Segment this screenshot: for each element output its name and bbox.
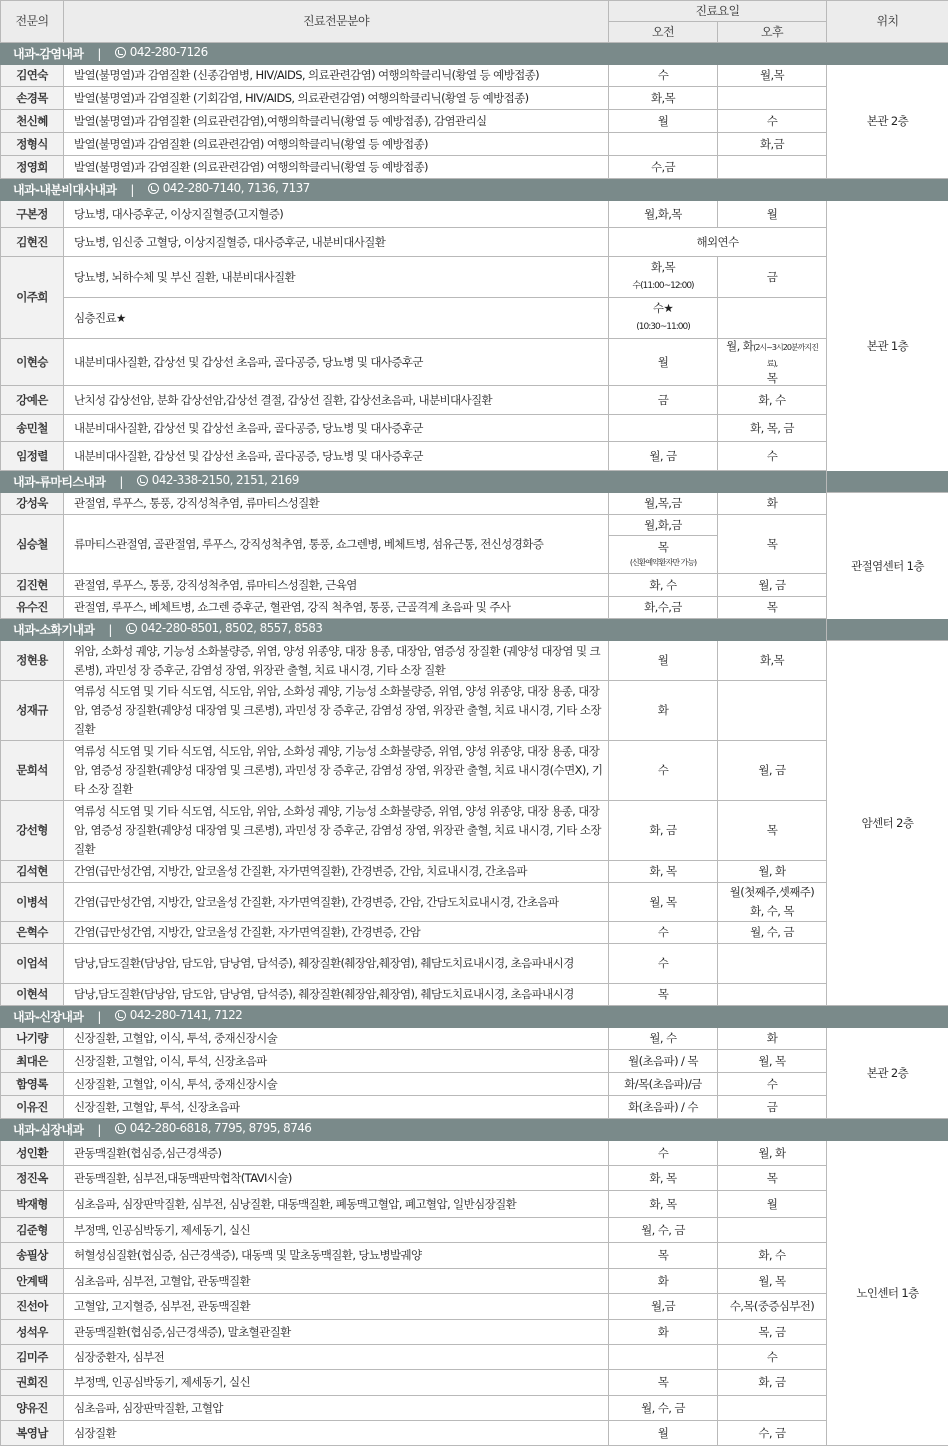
table-row xyxy=(1,861,948,883)
table-row xyxy=(1,883,948,922)
table-row xyxy=(1,133,948,156)
specialty-field: 관동맥질환(협심증,심근경색증) xyxy=(64,1141,609,1166)
am-days: 월, 목 xyxy=(609,883,718,922)
am-days: 월, 수, 금 xyxy=(609,1396,718,1421)
section-separator: | xyxy=(97,1010,100,1024)
table-row xyxy=(1,1191,948,1218)
doctor-name: 함영록 xyxy=(1,1073,64,1096)
specialty-field: 내분비대사질환, 갑상선 및 갑상선 초음파, 골다공증, 당뇨병 및 대사증후군 xyxy=(64,339,609,386)
doctor-name: 유수진 xyxy=(1,597,64,619)
doctor-name: 최대은 xyxy=(1,1050,64,1073)
pm-days: 화, 금 xyxy=(718,1370,827,1396)
specialty-field: 관절염, 루푸스, 통풍, 강직성척추염, 류마티스성질환, 근육염 xyxy=(64,574,609,597)
specialty-field: 심장질환 xyxy=(64,1421,609,1446)
doctor-name: 박재형 xyxy=(1,1191,64,1218)
location-cell: 본관 1층 xyxy=(827,201,948,493)
pm-days: 목 xyxy=(718,597,827,619)
specialty-field: 신장질환, 고혈압, 투석, 신장초음파 xyxy=(64,1096,609,1119)
am-days: 목 xyxy=(609,1243,718,1269)
header-location: 위치 xyxy=(827,1,948,43)
table-row xyxy=(1,1345,948,1370)
doctor-name: 성석우 xyxy=(1,1320,64,1345)
table-row xyxy=(1,201,948,228)
am-days: 화(초음파) / 수 xyxy=(609,1096,718,1119)
doctor-name: 김연숙 xyxy=(1,65,64,87)
am-days: 목 xyxy=(609,1370,718,1396)
table-row xyxy=(1,386,948,415)
am-days: 화,목 xyxy=(609,87,718,110)
table-row xyxy=(1,298,948,339)
doctor-name: 이병석 xyxy=(1,883,64,922)
specialty-field: 신장질환, 고혈압, 이식, 투석, 중재신장시술 xyxy=(64,1073,609,1096)
doctor-name: 은혁수 xyxy=(1,922,64,944)
am-days: 금 xyxy=(609,386,718,415)
pm-days-value: 월, 화 xyxy=(726,339,753,353)
pm-days: 목 xyxy=(718,801,827,861)
am-days-time: 수(11:00~12:00) xyxy=(613,277,713,296)
table-row xyxy=(1,493,948,515)
section-separator: | xyxy=(119,475,122,489)
am-days: 화 xyxy=(609,681,718,741)
doctor-name: 이현승 xyxy=(1,339,64,386)
table-row xyxy=(1,1028,948,1050)
table-row xyxy=(1,944,948,984)
pm-days: 금 xyxy=(718,257,827,298)
specialty-field: 당뇨병, 임신중 고혈당, 이상지질혈증, 대사증후군, 내분비대사질환 xyxy=(64,228,609,257)
am-days-line: 화,목 xyxy=(613,258,713,277)
doctor-name: 양유진 xyxy=(1,1396,64,1421)
pm-days: 화, 수 xyxy=(718,386,827,415)
table-row xyxy=(1,228,948,257)
section-separator: | xyxy=(130,183,133,197)
section-name: 내과-류마티스내과 xyxy=(13,475,105,489)
doctor-name: 천신혜 xyxy=(1,110,64,133)
pm-days: 목 xyxy=(718,515,827,574)
am-days: 월, 수, 금 xyxy=(609,1218,718,1243)
pm-days: 월, 화 xyxy=(718,861,827,883)
specialty-field: 관절염, 루푸스, 베체트병, 쇼그렌 증후군, 혈관염, 강직 척추염, 통풍, 근골격계 초음파 및 주사 xyxy=(64,597,609,619)
doctor-name: 이유진 xyxy=(1,1096,64,1119)
am-days: 월,화,금 xyxy=(609,515,718,536)
am-days xyxy=(609,536,718,574)
pm-days: 화, 수 xyxy=(718,1243,827,1269)
pm-days xyxy=(718,1396,827,1421)
doctor-name: 임정렬 xyxy=(1,442,64,471)
am-days: 월, 수 xyxy=(609,1028,718,1050)
am-days: 월 xyxy=(609,110,718,133)
pm-days: 월(첫째주,셋째주) 화, 수, 목 xyxy=(718,883,827,922)
section-header xyxy=(1,619,948,641)
location-cell: 본관 2층 xyxy=(827,65,948,179)
table-row xyxy=(1,1141,948,1166)
section-header xyxy=(1,1119,948,1141)
table-row xyxy=(1,922,948,944)
section-header-row xyxy=(1,471,948,493)
pm-days xyxy=(718,87,827,110)
specialty-field: 부정맥, 인공심박동기, 제세동기, 실신 xyxy=(64,1370,609,1396)
doctor-name: 권희진 xyxy=(1,1370,64,1396)
pm-days: 화,금 xyxy=(718,133,827,156)
am-days: 월,금 xyxy=(609,1294,718,1320)
section-name: 내과-심장내과 xyxy=(13,1123,83,1137)
section-header-row xyxy=(1,179,948,201)
pm-days: 수 xyxy=(718,110,827,133)
am-days: 수 xyxy=(609,922,718,944)
header-am: 오전 xyxy=(609,22,718,43)
table-row xyxy=(1,339,948,386)
specialty-field: 발열(불명열)과 감염질환 (의료관련감염) 여행의학클리닉(황열 등 예방접종) xyxy=(64,133,609,156)
specialty-field: 심초음파, 심장판막질환, 고혈압 xyxy=(64,1396,609,1421)
doctor-name: 정형식 xyxy=(1,133,64,156)
header-doctor: 전문의 xyxy=(1,1,64,43)
am-days: 화 xyxy=(609,1269,718,1294)
pm-days xyxy=(718,156,827,179)
table-row xyxy=(1,1320,948,1345)
specialty-field: 관동맥질환(협심증,심근경색증), 말초혈관질환 xyxy=(64,1320,609,1345)
section-separator: | xyxy=(108,623,111,637)
am-days: 화, 목 xyxy=(609,1191,718,1218)
am-days-note: (신환예약환자만 가능) xyxy=(613,555,713,571)
section-phone-number: 042-280-6818, 7795, 8795, 8746 xyxy=(130,1119,312,1138)
pm-days xyxy=(718,1218,827,1243)
phone-icon xyxy=(115,1123,126,1134)
location-cell: 노인센터 1층 xyxy=(827,1141,948,1446)
section-phone-number: 042-280-7141, 7122 xyxy=(130,1006,242,1025)
table-row xyxy=(1,515,948,536)
am-days: 월, 금 xyxy=(609,442,718,471)
specialty-field: 위암, 소화성 궤양, 기능성 소화불량증, 위염, 양성 위종양, 대장 용종, 대장암, 염증성 장질환 (궤양성 대장염 및 크론병), 과민성 장 증후군, 감염성 장염, 위장관 출혈, 치료 내시경, 기타 소장 질환 xyxy=(64,641,609,681)
specialty-field: 신장질환, 고혈압, 이식, 투석, 신장초음파 xyxy=(64,1050,609,1073)
doctor-name: 김현진 xyxy=(1,228,64,257)
pm-days: 월, 수, 금 xyxy=(718,922,827,944)
am-days: 월 xyxy=(609,1421,718,1446)
specialty-field: 부정맥, 인공심박동기, 제세동기, 실신 xyxy=(64,1218,609,1243)
am-days: 월,목,금 xyxy=(609,493,718,515)
doctor-name: 이엄석 xyxy=(1,944,64,984)
doctor-name: 이주희 xyxy=(1,257,64,339)
specialty-field: 신장질환, 고혈압, 이식, 투석, 중재신장시술 xyxy=(64,1028,609,1050)
pm-days: 화 xyxy=(718,1028,827,1050)
header-days: 진료요일 xyxy=(609,1,827,22)
doctor-name: 강예은 xyxy=(1,386,64,415)
section-separator: | xyxy=(97,1123,100,1137)
section-name: 내과-소화기내과 xyxy=(13,623,94,637)
section-header-row xyxy=(1,1006,948,1028)
am-days: 수,금 xyxy=(609,156,718,179)
specialty-field: 당뇨병, 뇌하수체 및 부신 질환, 내분비대사질환 xyxy=(64,257,609,298)
specialty-field: 심층진료★ xyxy=(64,298,609,339)
doctor-name: 김진현 xyxy=(1,574,64,597)
header-pm: 오후 xyxy=(718,22,827,43)
section-header xyxy=(1,1006,948,1028)
phone-icon xyxy=(126,623,137,634)
pm-days: 월, 목 xyxy=(718,1050,827,1073)
location-cell: 본관 2층 xyxy=(827,1028,948,1119)
specialty-field: 심초음파, 심부전, 고혈압, 관동맥질환 xyxy=(64,1269,609,1294)
section-header-row xyxy=(1,1119,948,1141)
table-row xyxy=(1,415,948,442)
section-header-row xyxy=(1,43,948,65)
am-days: 화, 금 xyxy=(609,801,718,861)
specialty-field: 역류성 식도염 및 기타 식도염, 식도암, 위암, 소화성 궤양, 기능성 소화불량증, 위염, 양성 위종양, 대장 용종, 대장암, 염증성 장질환(궤양성 대장염 및 크론병), 과민성 장 증후군, 감염성 장염, 위장관 출혈, 치료 내시경, 기타 소장 질환 xyxy=(64,681,609,741)
specialty-field: 허혈성심질환(협심증, 심근경색증), 대동맥 및 말초동맥질환, 당뇨병발궤양 xyxy=(64,1243,609,1269)
section-phone xyxy=(148,179,310,198)
table-row xyxy=(1,597,948,619)
header-field: 진료전문분야 xyxy=(64,1,609,43)
table-row xyxy=(1,1096,948,1119)
am-days-line: 수★ xyxy=(613,299,713,318)
pm-days xyxy=(718,984,827,1006)
doctor-name: 정진옥 xyxy=(1,1166,64,1191)
pm-days xyxy=(718,944,827,984)
table-row xyxy=(1,574,948,597)
am-days: 화,수,금 xyxy=(609,597,718,619)
pm-days: 월 xyxy=(718,1191,827,1218)
table-row xyxy=(1,1269,948,1294)
pm-days: 월, 목 xyxy=(718,1269,827,1294)
doctor-name: 나기량 xyxy=(1,1028,64,1050)
doctor-name: 강성욱 xyxy=(1,493,64,515)
doctor-name: 진선아 xyxy=(1,1294,64,1320)
am-days-time: (10:30~11:00) xyxy=(613,318,713,337)
table-row xyxy=(1,641,948,681)
doctor-name: 김미주 xyxy=(1,1345,64,1370)
table-row xyxy=(1,1396,948,1421)
doctor-name: 성재규 xyxy=(1,681,64,741)
doctor-name: 안계택 xyxy=(1,1269,64,1294)
specialty-field: 담낭,담도질환(담낭암, 담도암, 담낭염, 담석증), 췌장질환(췌장암,췌장염), 췌담도치료내시경, 초음파내시경 xyxy=(64,984,609,1006)
am-days: 화, 수 xyxy=(609,574,718,597)
phone-icon xyxy=(137,475,148,486)
am-days: 월 xyxy=(609,641,718,681)
am-days: 화, 목 xyxy=(609,861,718,883)
table-row xyxy=(1,1370,948,1396)
specialty-field: 고혈압, 고지혈증, 심부전, 관동맥질환 xyxy=(64,1294,609,1320)
section-phone xyxy=(137,471,299,490)
schedule-body xyxy=(1,43,948,1446)
specialty-field: 간염(급만성간염, 지방간, 알코올성 간질환, 자가면역질환), 간경변증, 간암, 간담도치료내시경, 간초음파 xyxy=(64,883,609,922)
pm-days: 화, 목, 금 xyxy=(718,415,827,442)
section-name: 내과-감염내과 xyxy=(13,47,83,61)
pm-days: 수, 금 xyxy=(718,1421,827,1446)
section-phone xyxy=(126,619,323,638)
section-phone-number: 042-280-7140, 7136, 7137 xyxy=(163,179,310,198)
specialty-field: 담낭,담도질환(담낭암, 담도암, 담낭염, 담석증), 췌장질환(췌장암,췌장염), 췌담도치료내시경, 초음파내시경 xyxy=(64,944,609,984)
specialty-field: 내분비대사질환, 갑상선 및 갑상선 초음파, 골다공증, 당뇨병 및 대사증후군 xyxy=(64,415,609,442)
doctor-name: 강선형 xyxy=(1,801,64,861)
pm-days-note: (2시~3시20분까지진료), xyxy=(753,343,818,368)
location-cell: 암센터 2층 xyxy=(827,641,948,1006)
pm-days: 화 xyxy=(718,493,827,515)
specialty-field: 심장중환자, 심부전 xyxy=(64,1345,609,1370)
table-row xyxy=(1,1166,948,1191)
pm-days: 월, 화 xyxy=(718,1141,827,1166)
am-days: 월(초음파) / 목 xyxy=(609,1050,718,1073)
specialty-field: 관동맥질환, 심부전,대동맥판막협착(TAVI시술) xyxy=(64,1166,609,1191)
am-days: 수 xyxy=(609,741,718,801)
doctor-name: 심승철 xyxy=(1,515,64,574)
am-days: 수 xyxy=(609,944,718,984)
am-days xyxy=(609,257,718,298)
specialty-field: 난치성 갑상선암, 분화 갑상선암,갑상선 결절, 갑상선 질환, 갑상선초음파, 내분비대사질환 xyxy=(64,386,609,415)
pm-days-value: 목 xyxy=(722,371,822,385)
am-days: 월,화,목 xyxy=(609,201,718,228)
pm-days: 수 xyxy=(718,1073,827,1096)
pm-days xyxy=(718,298,827,339)
phone-icon xyxy=(115,47,126,58)
doctor-name: 문희석 xyxy=(1,741,64,801)
table-row xyxy=(1,984,948,1006)
specialty-field: 발열(불명열)과 감염질환 (기회감염, HIV/AIDS, 의료관련감염) 여행의학클리닉(황열 등 예방접종) xyxy=(64,87,609,110)
am-days: 화, 목 xyxy=(609,1166,718,1191)
specialty-field: 발열(불명열)과 감염질환 (의료관련감염),여행의학클리닉(황열 등 예방접종), 감염관리실 xyxy=(64,110,609,133)
section-phone-number: 042-280-8501, 8502, 8557, 8583 xyxy=(141,619,323,638)
specialty-field: 관절염, 루푸스, 통풍, 강직성척추염, 류마티스성질환 xyxy=(64,493,609,515)
am-days: 수 xyxy=(609,1141,718,1166)
doctor-name: 정현용 xyxy=(1,641,64,681)
table-row xyxy=(1,681,948,741)
pm-days: 목 xyxy=(718,1166,827,1191)
pm-days: 금 xyxy=(718,1096,827,1119)
pm-days-line xyxy=(722,339,822,371)
section-header-row xyxy=(1,619,948,641)
specialty-field: 내분비대사질환, 갑상선 및 갑상선 초음파, 골다공증, 당뇨병 및 대사증후군 xyxy=(64,442,609,471)
table-row xyxy=(1,156,948,179)
pm-days: 수,목(중증심부전) xyxy=(718,1294,827,1320)
table-row xyxy=(1,442,948,471)
section-separator: | xyxy=(97,47,100,61)
location-cell: 관절염센터 1층 xyxy=(827,493,948,641)
section-phone-number: 042-338-2150, 2151, 2169 xyxy=(152,471,299,490)
am-days: 수 xyxy=(609,65,718,87)
table-row xyxy=(1,1073,948,1096)
pm-days: 수 xyxy=(718,1345,827,1370)
am-days xyxy=(609,415,718,442)
overseas-training: 해외연수 xyxy=(609,228,827,257)
pm-days: 목, 금 xyxy=(718,1320,827,1345)
pm-days: 월, 금 xyxy=(718,574,827,597)
section-header xyxy=(1,471,948,493)
table-row xyxy=(1,1050,948,1073)
pm-days: 월,목 xyxy=(718,65,827,87)
pm-days: 월, 금 xyxy=(718,741,827,801)
specialty-field: 간염(급만성간염, 지방간, 알코올성 간질환, 자가면역질환), 간경변증, 간암 xyxy=(64,922,609,944)
section-header xyxy=(1,43,948,65)
specialty-field: 발열(불명열)과 감염질환 (신종감염병, HIV/AIDS, 의료관련감염) 여행의학클리닉(황열 등 예방접종) xyxy=(64,65,609,87)
pm-days: 화,목 xyxy=(718,641,827,681)
am-days-line: 목 xyxy=(613,539,713,555)
table-row xyxy=(1,1218,948,1243)
table-row xyxy=(1,87,948,110)
section-phone xyxy=(115,1119,312,1138)
am-days: 월 xyxy=(609,339,718,386)
specialty-field: 간염(급만성간염, 지방간, 알코올성 간질환, 자가면역질환), 간경변증, 간암, 치료내시경, 간초음파 xyxy=(64,861,609,883)
section-phone-number: 042-280-7126 xyxy=(130,43,208,62)
am-days xyxy=(609,1345,718,1370)
table-row xyxy=(1,1294,948,1320)
doctor-name: 송민철 xyxy=(1,415,64,442)
pm-days xyxy=(718,681,827,741)
doctor-name: 송필상 xyxy=(1,1243,64,1269)
table-row xyxy=(1,1243,948,1269)
doctor-name: 이현석 xyxy=(1,984,64,1006)
specialty-field: 발열(불명열)과 감염질환 (의료관련감염) 여행의학클리닉(황열 등 예방접종) xyxy=(64,156,609,179)
section-phone xyxy=(115,1006,242,1025)
am-days: 화/목(초음파)/금 xyxy=(609,1073,718,1096)
specialty-field: 역류성 식도염 및 기타 식도염, 식도암, 위암, 소화성 궤양, 기능성 소화불량증, 위염, 양성 위종양, 대장 용종, 대장암, 염증성 장질환(궤양성 대장염 및 크론병), 과민성 장 증후군, 감염성 장염, 위장관 출혈, 치료 내시경(수면X), 기타 소장 질환 xyxy=(64,741,609,801)
table-row xyxy=(1,1421,948,1446)
section-phone xyxy=(115,43,208,62)
specialty-field: 역류성 식도염 및 기타 식도염, 식도암, 위암, 소화성 궤양, 기능성 소화불량증, 위염, 양성 위종양, 대장 용종, 대장암, 염증성 장질환(궤양성 대장염 및 크론병), 과민성 장 증후군, 감염성 장염, 위장관 출혈, 치료 내시경, 기타 소장 질환 xyxy=(64,801,609,861)
pm-days xyxy=(718,339,827,386)
specialty-field: 류마티스관절염, 골관절염, 루푸스, 강직성척추염, 통풍, 쇼그렌병, 베체트병, 섬유근통, 전신성경화증 xyxy=(64,515,609,574)
table-row xyxy=(1,65,948,87)
doctor-name: 구본정 xyxy=(1,201,64,228)
am-days: 목 xyxy=(609,984,718,1006)
pm-days: 월 xyxy=(718,201,827,228)
doctor-name: 성인환 xyxy=(1,1141,64,1166)
table-row xyxy=(1,741,948,801)
table-row xyxy=(1,110,948,133)
doctor-name: 정영희 xyxy=(1,156,64,179)
section-name: 내과-신장내과 xyxy=(13,1010,83,1024)
am-days: 화 xyxy=(609,1320,718,1345)
table-row xyxy=(1,801,948,861)
pm-days: 수 xyxy=(718,442,827,471)
specialty-field: 당뇨병, 대사증후군, 이상지질혈증(고지혈증) xyxy=(64,201,609,228)
specialty-field: 심초음파, 심장판막질환, 심부전, 심낭질환, 대동맥질환, 폐동맥고혈압, 폐고혈압, 일반심장질환 xyxy=(64,1191,609,1218)
am-days xyxy=(609,298,718,339)
section-header xyxy=(1,179,948,201)
doctor-name: 복영남 xyxy=(1,1421,64,1446)
phone-icon xyxy=(115,1010,126,1021)
doctor-name: 김준형 xyxy=(1,1218,64,1243)
doctor-name: 손경목 xyxy=(1,87,64,110)
am-days xyxy=(609,133,718,156)
table-row xyxy=(1,257,948,298)
section-name: 내과-내분비대사내과 xyxy=(13,183,116,197)
phone-icon xyxy=(148,183,159,194)
doctor-name: 김석현 xyxy=(1,861,64,883)
